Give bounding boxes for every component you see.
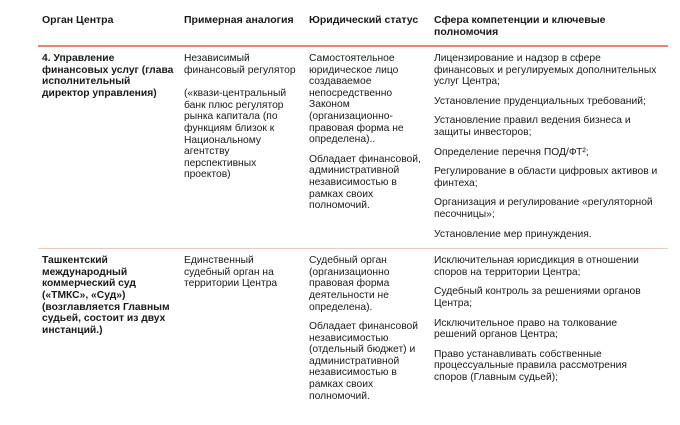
- power-item: Право устанавливать собственные процессуальные правила рассмотрения споров (Главным судьей);: [434, 348, 628, 383]
- power-item: Лицензирование и надзор в сфере финансовых и регулируемых дополнительных услуг Центра;: [434, 53, 657, 88]
- power-item: Определение перечня ПОД/ФТ²;: [434, 146, 589, 158]
- status-text: Самостоятельное юридическое лицо создаваемое непосредственно Законом (организационно-правовая форма не определена)..: [309, 53, 404, 146]
- power-item: Исключительное право на толкование решений органов Центра;: [434, 317, 618, 341]
- power-item: Установление мер принуждения.: [434, 228, 592, 240]
- powers-cell: [430, 46, 668, 249]
- organ-name: 4. Управление финансовых услуг (глава исполнительный директор управления): [38, 46, 180, 249]
- analogy-cell: [180, 249, 305, 409]
- analogy-cell: [180, 46, 305, 249]
- power-item: Установление пруденциальных требований;: [434, 95, 646, 107]
- table-row: [38, 46, 668, 249]
- table-header-row: [38, 10, 668, 46]
- header-legal-status: Юридический статус: [305, 10, 430, 46]
- power-item: Судебный контроль за решениями органов Центра;: [434, 286, 641, 309]
- status-text: Судебный орган (организационно правовая форма деятельности не определена).: [309, 255, 390, 313]
- powers-cell: [430, 249, 668, 409]
- analogy-text: Единственный судебный орган на территории Центра: [184, 255, 278, 290]
- header-analogy: Примерная аналогия: [180, 10, 305, 46]
- table-row: [38, 249, 668, 409]
- power-item: Установление правил ведения бизнеса и защиты инвесторов;: [434, 115, 631, 138]
- header-competence: Сфера компетенции и ключевые полномочия: [430, 10, 668, 46]
- status-text: Обладает финансовой независимостью (отдельный бюджет) и административной независимостью в рамках своих полномочий.: [309, 321, 419, 402]
- competence-table: [38, 10, 668, 408]
- power-item: Организация и регулирование «регуляторной песочницы»;: [434, 197, 653, 220]
- header-organ: Орган Центра: [38, 10, 180, 46]
- status-cell: [305, 46, 430, 249]
- power-item: Исключительная юрисдикция в отношении споров на территории Центра;: [434, 255, 639, 278]
- power-item: Регулирование в области цифровых активов и финтеха;: [434, 166, 658, 189]
- status-text: Обладает финансовой, административной независимостью в рамках своих полномочий.: [309, 153, 421, 212]
- status-cell: [305, 249, 430, 409]
- organ-name: Ташкентский международный коммерческий суд («ТМКС», «Суд») (возглавляется Главным судьей, состоит из двух инстанций.): [42, 255, 170, 336]
- analogy-text: Независимый финансовый регулятор: [184, 53, 296, 76]
- analogy-text: («квази-центральный банк плюс регулятор рынка капитала (по функциям близок к Национальному агентству перспективных проектов): [184, 88, 287, 181]
